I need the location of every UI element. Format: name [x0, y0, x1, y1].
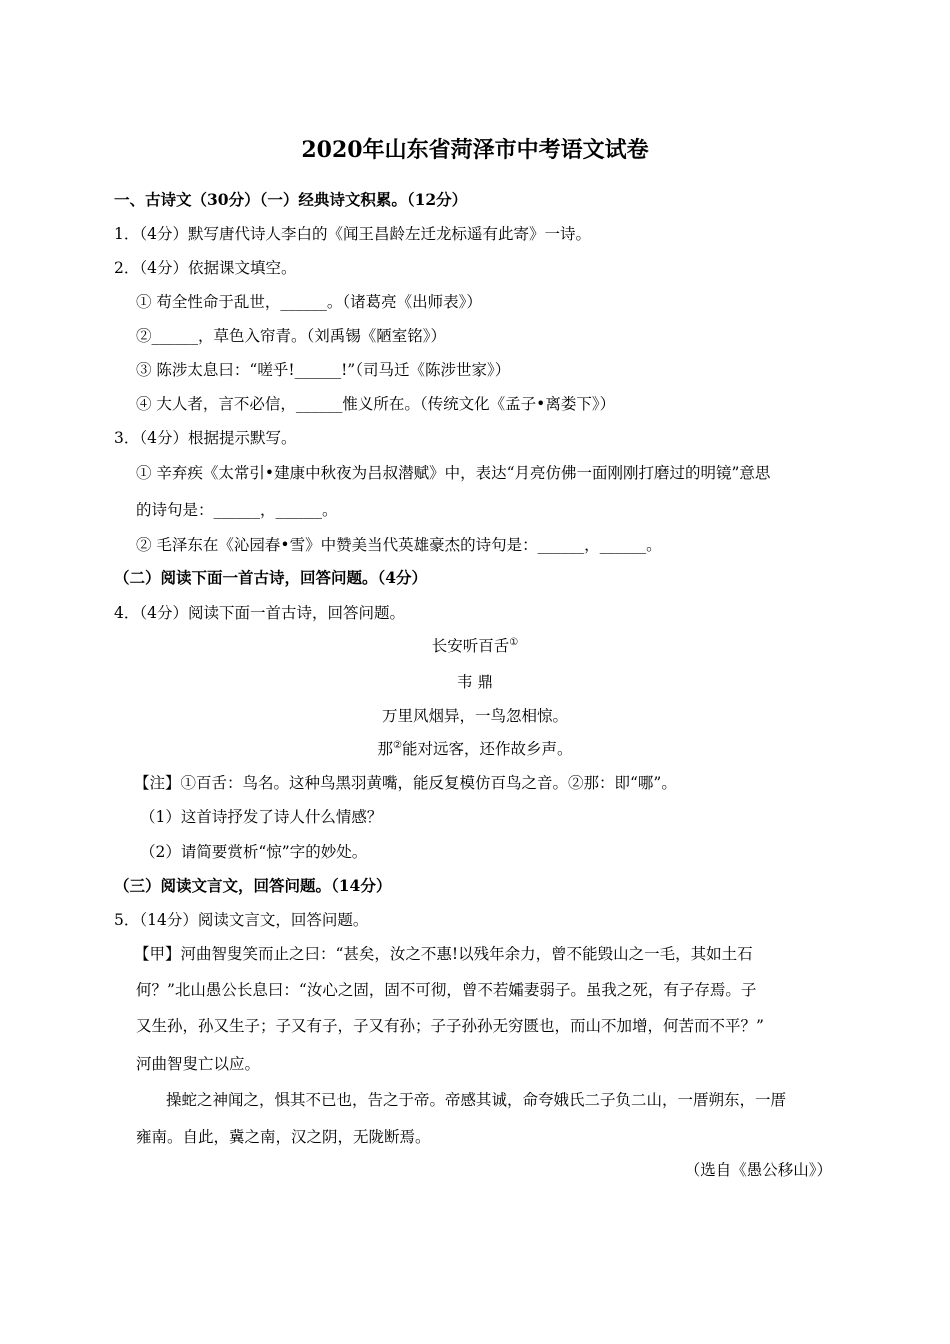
- question-4-stem: 4．（4分）阅读下面一首古诗，回答问题。: [114, 604, 405, 622]
- poem-title-footnote-mark: ①: [509, 637, 519, 648]
- question-2-stem: 2．（4分）依据课文填空。: [114, 259, 297, 277]
- question-3-item-2: ② 毛泽东在《沁园春•雪》中赞美当代英雄豪杰的诗句是：______，______。: [136, 536, 662, 554]
- question-2-item-2: ②______，草色入帘青。（刘禹锡《陋室铭》）: [136, 327, 447, 345]
- question-5-stem: 5．（14分）阅读文言文，回答问题。: [114, 911, 369, 929]
- question-2-item-4: ④ 大人者，言不必信，______惟义所在。（传统文化《孟子•离娄下》）: [136, 395, 616, 413]
- section-heading-classical-prose: （三）阅读文言文，回答问题。（14分）: [114, 876, 392, 895]
- poem-line-2-rest: 能对远客，还作故乡声。: [401, 740, 573, 758]
- question-4-sub-2: （2）请简要赏析“惊”字的妙处。: [140, 843, 368, 861]
- poem-line-2: [0, 739, 950, 759]
- passage-para-1-line-3: 又生孙，孙又生子；子又有子，子又有孙；子子孙孙无穷匮也，而山不加增，何苦而不平？”: [136, 1017, 764, 1035]
- poem-title-text: 长安听百舌: [431, 637, 510, 655]
- passage-para-1-line-4: 河曲智叟亡以应。: [136, 1055, 261, 1073]
- question-2-item-1: ① 苟全性命于乱世，______。（诸葛亮《出师表》）: [136, 293, 482, 311]
- question-3-item-1-line-1: ① 辛弃疾《太常引•建康中秋夜为吕叔潜赋》中，表达“月亮仿佛一面刚刚打磨过的明镜”意思: [136, 464, 771, 482]
- passage-source: （选自《愚公移山》）: [684, 1161, 832, 1179]
- question-3-stem: 3．（4分）根据提示默写。: [114, 429, 297, 447]
- passage-para-2-line-1: 操蛇之神闻之，惧其不已也，告之于帝。帝感其诚，命夸娥氏二子负二山，一厝朔东，一厝: [166, 1091, 787, 1109]
- section-heading-poem-reading: （二）阅读下面一首古诗，回答问题。（4分）: [114, 568, 428, 587]
- poem-title: [0, 636, 950, 656]
- question-1: 1．（4分）默写唐代诗人李白的《闻王昌龄左迁龙标遥有此寄》一诗。: [114, 225, 591, 243]
- poem-line-2-start: 那: [377, 740, 394, 758]
- passage-para-1-line-1: 【甲】河曲智叟笑而止之曰：“甚矣，汝之不惠!以残年余力，曾不能毁山之一毛，其如土石: [134, 945, 753, 963]
- passage-para-2-line-2: 雍南。自此，冀之南，汉之阴，无陇断焉。: [136, 1128, 431, 1146]
- question-4-sub-1: （1）这首诗抒发了诗人什么情感？: [140, 808, 383, 826]
- question-2-item-3: ③ 陈涉太息曰：“嗟乎!______!”（司马迁《陈涉世家》）: [136, 361, 511, 379]
- passage-para-1-line-2: 何？”北山愚公长息曰：“汝心之固，固不可彻，曾不若孀妻弱子。虽我之死，有子存焉。子: [136, 981, 757, 999]
- page-title: 2020年山东省菏泽市中考语文试卷: [301, 137, 649, 163]
- section-heading-classical-poetry: 一、古诗文（30分）（一）经典诗文积累。（12分）: [114, 190, 468, 209]
- poem-line-2-footnote-mark: ②: [393, 740, 402, 751]
- question-3-item-1-line-2: 的诗句是：______，______。: [136, 501, 338, 519]
- poem-author: 韦 鼎: [457, 673, 493, 691]
- poem-note: 【注】①百舌：鸟名。这种鸟黑羽黄嘴，能反复模仿百鸟之音。②那：即“哪”。: [134, 774, 677, 792]
- poem-line-1: 万里风烟异，一鸟忽相惊。: [381, 707, 568, 725]
